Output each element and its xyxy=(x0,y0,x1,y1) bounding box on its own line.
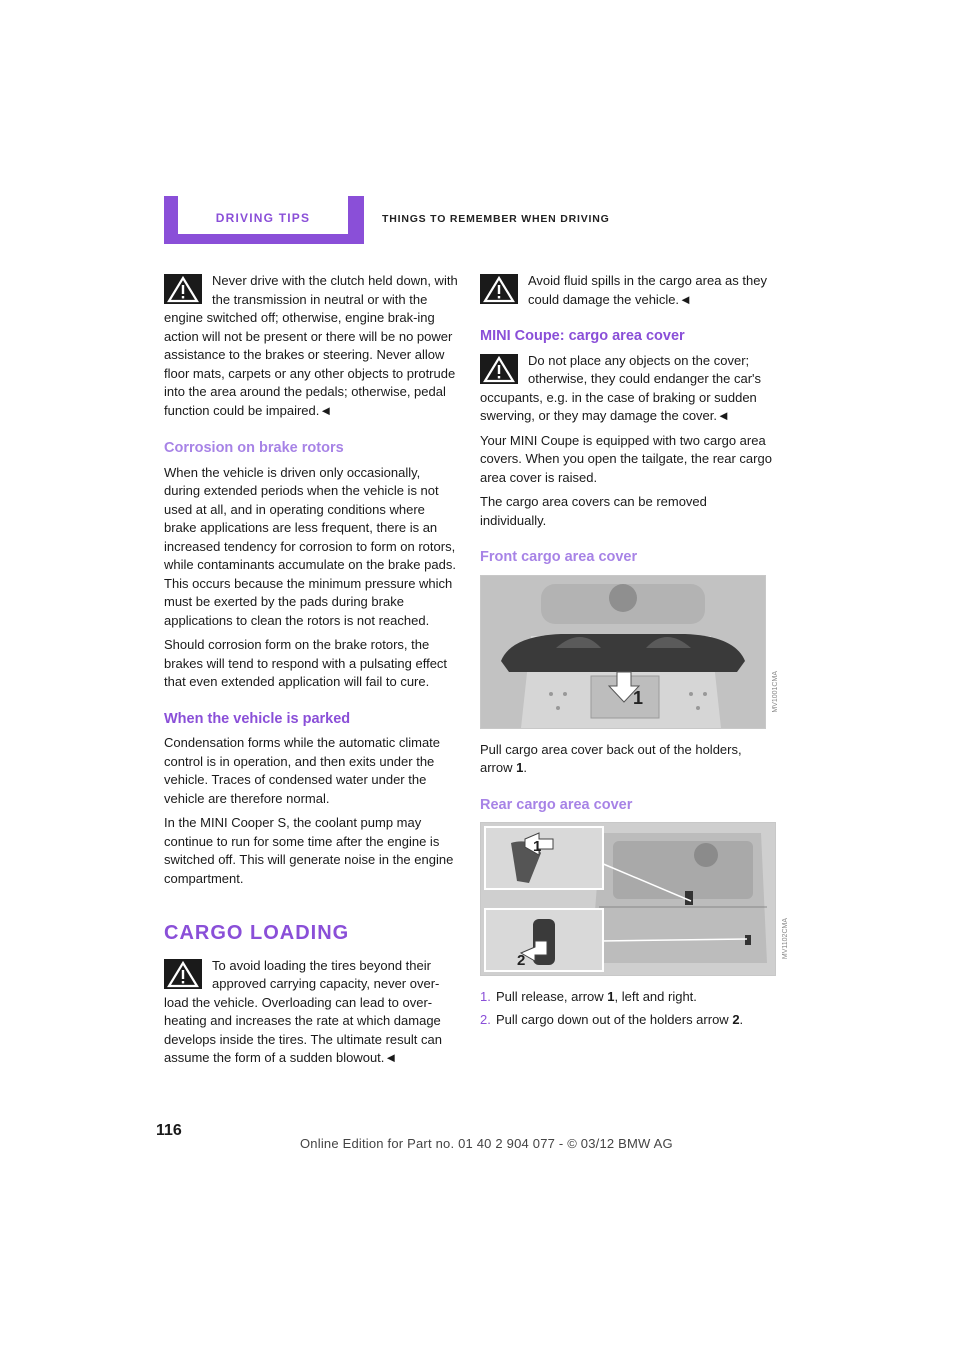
paragraph-corrosion-1: When the vehicle is driven only occasionally, during extended periods when the vehicle is not used at all, and in operating conditions where brake applications are less frequent, there is an increased tendency for corrosion to form on rotors, while contaminants accumulate on the brake pads. This occurs because the minimum pressure which must be exerted by the pads during brake applications to clean the rotors is not reached. xyxy=(164,464,456,628)
left-column xyxy=(164,272,460,1068)
paragraph-parked-1: Condensation forms while the automatic climate control is in operation, and then exits under the vehicle. Traces of condensed water under the vehicle are therefore normal. xyxy=(164,735,441,806)
paragraph-front-cover xyxy=(480,741,776,778)
front-cover-period: . xyxy=(523,760,527,775)
warning-overload xyxy=(164,957,460,1068)
figure-rear-cargo-cover xyxy=(480,822,776,976)
figure-arrow-1-label: 1 xyxy=(533,838,542,855)
warning-triangle-icon xyxy=(480,274,518,304)
warning-fluid-text: Avoid fluid spills in the cargo area as they could damage the vehicle. xyxy=(528,273,767,307)
paragraph-corrosion-2: Should corrosion form on the brake rotors, the brakes will tend to respond with a pulsating effect that even extended application will fail to cure. xyxy=(164,637,448,689)
figure-rear-cover-wrap xyxy=(480,822,789,976)
warning-triangle-icon xyxy=(480,354,518,384)
edition-footer: Online Edition for Part no. 01 40 2 904 077 - © 03/12 BMW AG xyxy=(300,1136,673,1151)
heading-front-cover: Front cargo area cover xyxy=(480,549,638,565)
list-text: Pull cargo down out of the holders arrow xyxy=(496,1011,733,1027)
figure-front-cargo-cover xyxy=(480,575,766,729)
end-mark: ◄ xyxy=(384,1050,398,1065)
arrow-number: 2 xyxy=(732,1011,740,1027)
warning-clutch-text: Never drive with the clutch held down, with the transmission in neutral or with the engine switched off; otherwise, engine brak-ing action will not be present or there will be no power assistance to the brakes or steering. Never allow floor mats, carpets or any other objects to protrude into the area around the pedals; otherwise, pedal function could be impaired. xyxy=(164,273,458,418)
arrow-number: 1 xyxy=(516,760,524,775)
page-number: 116 xyxy=(156,1122,182,1139)
figure-code: MV1102CMA xyxy=(782,918,789,960)
figure-arrow-2-label: 2 xyxy=(517,952,526,969)
instruction-list xyxy=(480,988,776,1029)
section-tab-label: DRIVING TIPS xyxy=(215,211,311,225)
warning-overload-text: To avoid loading the tires beyond their approved carrying capacity, never over-load the vehicle. Overloading can lead to over-heating and increases the rate at which damage develops inside the tires. The ultimate result can assume the form of a sudden blowout. xyxy=(164,957,442,1065)
end-mark: ◄ xyxy=(679,291,692,307)
warning-clutch xyxy=(164,272,460,420)
figure-front-cover-wrap xyxy=(480,575,779,729)
front-cover-text: Pull cargo area cover back out of the holders, arrow xyxy=(480,741,742,775)
heading-rear-cover: Rear cargo area cover xyxy=(480,796,633,813)
right-column xyxy=(480,272,789,1029)
warning-triangle-icon xyxy=(164,274,202,304)
list-text-end: , left and right. xyxy=(614,989,697,1004)
list-text: Pull release, arrow xyxy=(496,989,608,1004)
warning-cover-objects xyxy=(480,352,776,426)
list-item xyxy=(480,1011,776,1030)
paragraph-parked-2: In the MINI Cooper S, the coolant pump may continue to run for some time after the engine is switched off. This will generate noise in the engine compartment. xyxy=(164,815,454,886)
heading-coupe-cover: MINI Coupe: cargo area cover xyxy=(480,328,685,344)
list-text-end: . xyxy=(739,1011,744,1027)
arrow-number: 1 xyxy=(607,989,615,1004)
warning-cover-text: Do not place any objects on the cover; otherwise, they could endanger the car's occupants, e.g. in the case of braking or sudden swerving, or they may damage the cover. xyxy=(480,352,762,423)
heading-cargo-loading: CARGO LOADING xyxy=(164,922,350,944)
paragraph-coupe-2: The cargo area covers can be removed individually. xyxy=(480,494,707,528)
list-number: 2. xyxy=(480,1011,491,1027)
figure-code: MV1001CMA xyxy=(772,670,779,713)
heading-corrosion: Corrosion on brake rotors xyxy=(164,440,344,456)
end-mark: ◄ xyxy=(717,408,730,423)
warning-fluid xyxy=(480,272,776,309)
list-item xyxy=(480,988,776,1007)
warning-triangle-icon xyxy=(164,959,202,989)
list-number: 1. xyxy=(480,989,491,1004)
paragraph-coupe-1: Your MINI Coupe is equipped with two cargo area covers. When you open the tailgate, the rear cargo area cover is raised. xyxy=(480,432,772,485)
chapter-title: THINGS TO REMEMBER WHEN DRIVING xyxy=(382,213,610,225)
figure-arrow-1-label: 1 xyxy=(633,687,644,708)
heading-parked: When the vehicle is parked xyxy=(164,710,351,727)
end-mark: ◄ xyxy=(319,402,333,418)
